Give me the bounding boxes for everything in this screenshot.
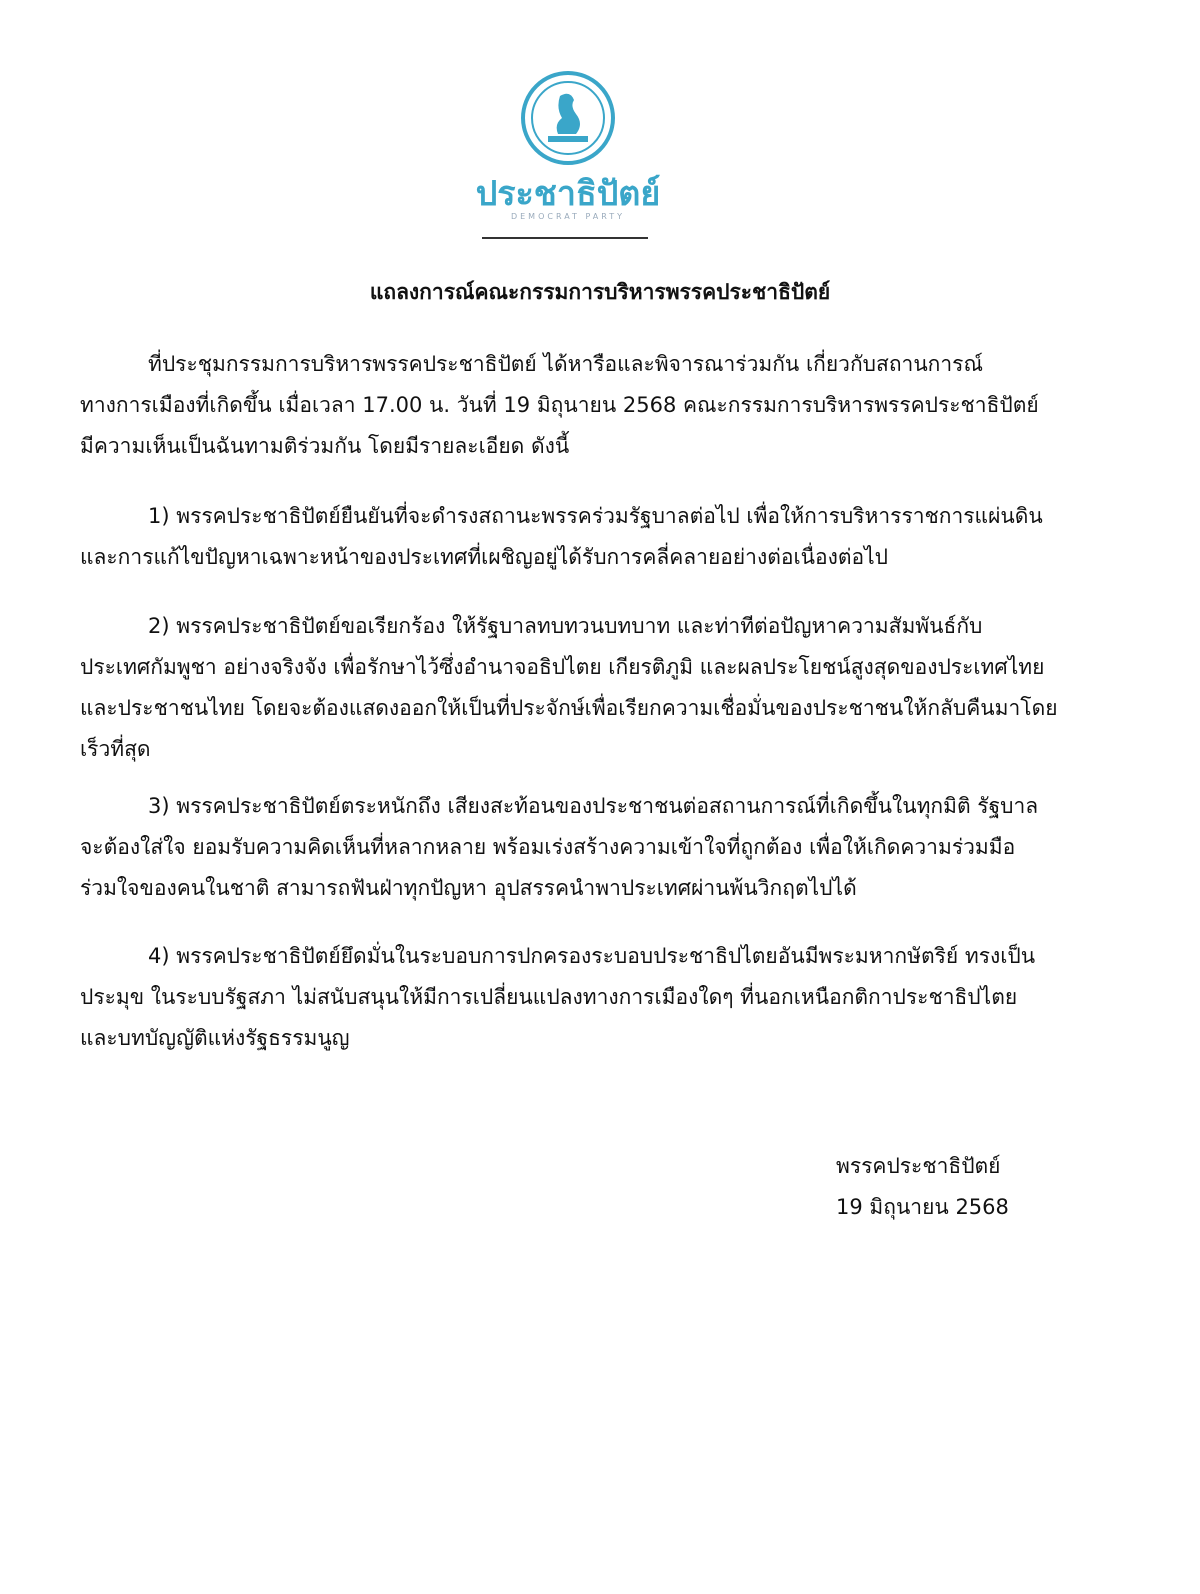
text-line: และการแก้ไขปัญหาเฉพาะหน้าของประเทศที่เผชิญอยู่ได้รับการคลี่คลายอย่างต่อเนื่องต่อไป <box>80 545 889 569</box>
text-line: มีความเห็นเป็นฉันทามติร่วมกัน โดยมีรายละเอียด ดังนี้ <box>80 434 570 458</box>
signature-date: 19 มิถุนายน 2568 <box>836 1195 1009 1219</box>
text-line: ที่ประชุมกรรมการบริหารพรรคประชาธิปัตย์ ได้หารือและพิจารณาร่วมกัน เกี่ยวกับสถานการณ์ <box>148 352 983 376</box>
text-line: ร่วมใจของคนในชาติ สามารถฟันฝ่าทุกปัญหา อุปสรรคนำพาประเทศผ่านพ้นวิกฤตไปได้ <box>80 876 857 900</box>
document-title: แถลงการณ์คณะกรรมการบริหารพรรคประชาธิปัตย์ <box>369 280 831 304</box>
text-line: 1) พรรคประชาธิปัตย์ยืนยันที่จะดำรงสถานะพรรคร่วมรัฐบาลต่อไป เพื่อให้การบริหารราชการแผ่นดิน <box>148 504 1043 528</box>
signature-block <box>836 1146 1009 1228</box>
signature-name: พรรคประชาธิปัตย์ <box>836 1154 1001 1178</box>
point-3-paragraph <box>80 786 1070 909</box>
text-line: จะต้องใส่ใจ ยอมรับความคิดเห็นที่หลากหลาย พร้อมเร่งสร้างความเข้าใจที่ถูกต้อง เพื่อให้เกิดความร่วมมือ <box>80 835 1016 859</box>
header-divider <box>482 237 648 239</box>
point-4-paragraph <box>80 936 1070 1059</box>
text-line: และประชาชนไทย โดยจะต้องแสดงออกให้เป็นที่ประจักษ์เพื่อเรียกความเชื่อมั่นของประชาชนให้กลับคืนมาโดย <box>80 696 1058 720</box>
text-line: 4) พรรคประชาธิปัตย์ยึดมั่นในระบอบการปกครองระบอบประชาธิปไตยอันมีพระมหากษัตริย์ ทรงเป็น <box>148 944 1036 968</box>
text-line: และบทบัญญัติแห่งรัฐธรรมนูญ <box>80 1026 350 1050</box>
point-1-paragraph <box>80 496 1070 578</box>
text-line: ประเทศกัมพูชา อย่างจริงจัง เพื่อรักษาไว้ซึ่งอำนาจอธิปไตย เกียรติภูมิ และผลประโยชน์สูงสุดของประเทศไทย <box>80 655 1045 679</box>
text-line: ประมุข ในระบบรัฐสภา ไม่สนับสนุนให้มีการเปลี่ยนแปลงทางการเมืองใดๆ ที่นอกเหนือกติกาประชาธิปไตย <box>80 985 1018 1009</box>
logo-wordmark-english: DEMOCRAT PARTY <box>510 212 626 221</box>
text-line: 3) พรรคประชาธิปัตย์ตระหนักถึง เสียงสะท้อนของประชาชนต่อสถานการณ์ที่เกิดขึ้นในทุกมิติ รัฐบาล <box>148 794 1039 818</box>
intro-paragraph <box>80 344 1070 467</box>
point-2-paragraph <box>80 606 1070 770</box>
text-line: ทางการเมืองที่เกิดขึ้น เมื่อเวลา 17.00 น. วันที่ 19 มิถุนายน 2568 คณะกรรมการบริหารพรรคประชาธิปัตย์ <box>80 393 1039 417</box>
text-line: 2) พรรคประชาธิปัตย์ขอเรียกร้อง ให้รัฐบาลทบทวนบทบาท และท่าทีต่อปัญหาความสัมพันธ์กับ <box>148 614 983 638</box>
party-seal-logo <box>520 70 616 166</box>
logo-wordmark-thai: ประชาธิปัตย์ <box>475 174 661 214</box>
text-line: เร็วที่สุด <box>80 737 151 761</box>
